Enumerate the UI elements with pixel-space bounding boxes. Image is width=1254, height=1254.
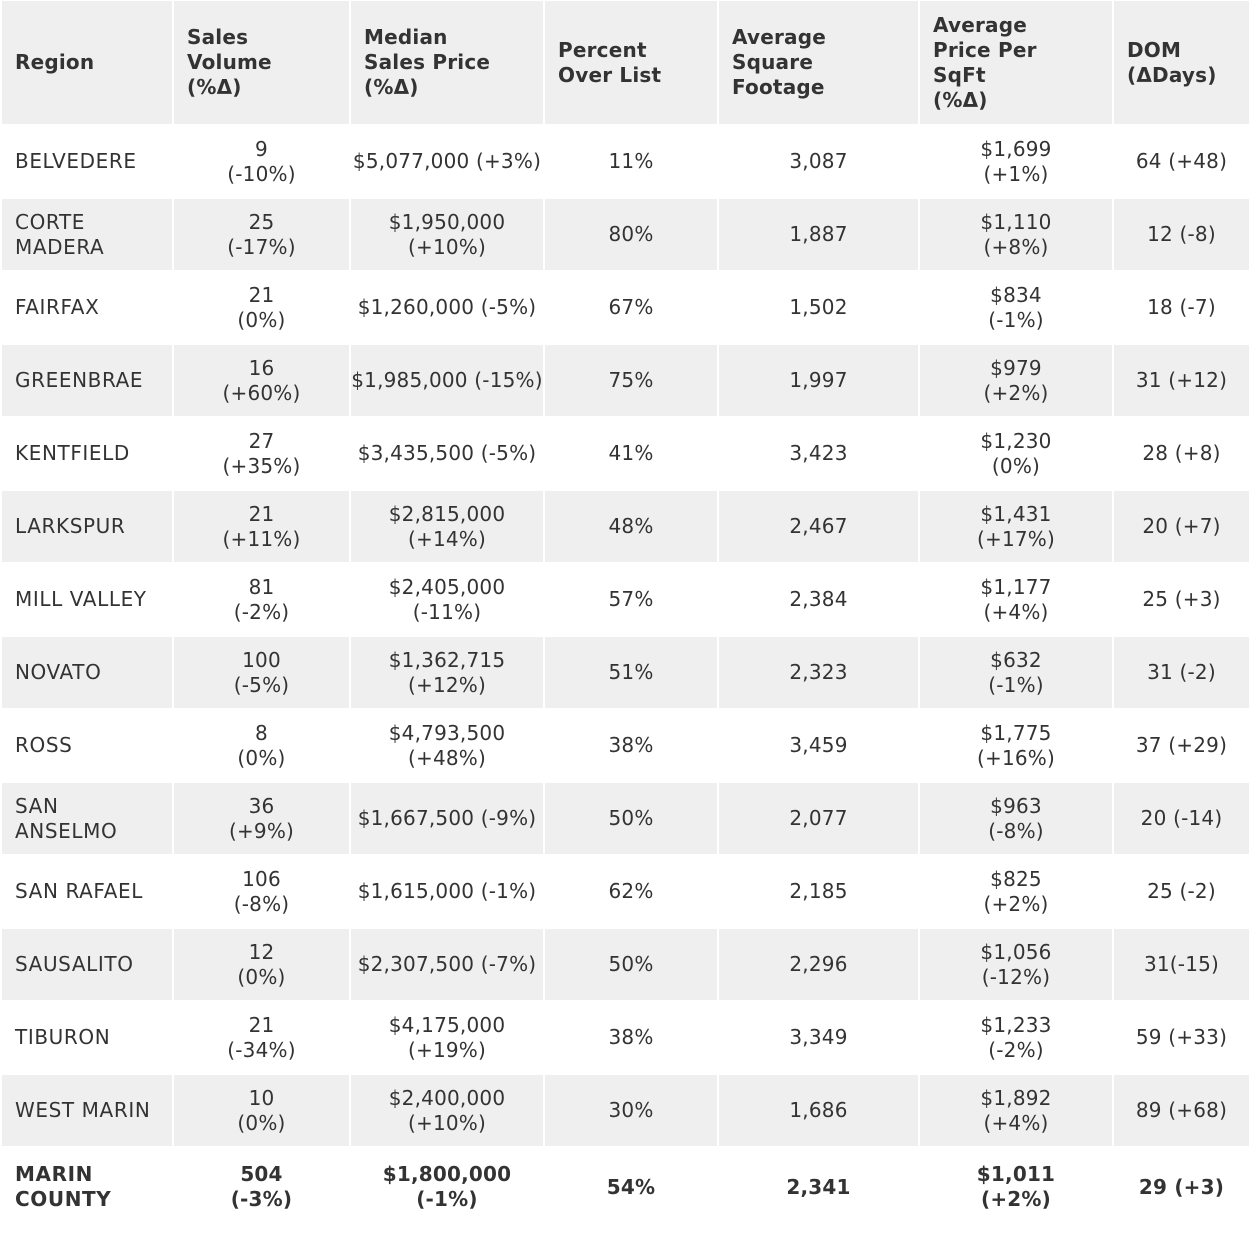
price-per-sqft-cell: $1,110 (+8%) [920,199,1112,270]
avg-sqft-cell: 1,887 [719,199,918,270]
avg-sqft-cell: 1,502 [719,272,918,343]
median-price-cell: $5,077,000 (+3%) [351,126,543,197]
region-cell: BELVEDERE [2,126,172,197]
median-price-cell: $1,985,000 (-15%) [351,345,543,416]
median-price-cell: $3,435,500 (-5%) [351,418,543,489]
avg-sqft-cell: 2,185 [719,856,918,927]
region-cell: MARIN COUNTY [2,1148,172,1226]
price-per-sqft-cell: $1,892 (+4%) [920,1075,1112,1146]
price-per-sqft-cell: $834 (-1%) [920,272,1112,343]
sales-volume-cell: 21 (0%) [174,272,349,343]
sales-volume-cell: 8 (0%) [174,710,349,781]
table-row [2,345,1249,416]
percent-over-list-cell: 57% [545,564,717,635]
percent-over-list-cell: 50% [545,783,717,854]
sales-volume-cell: 106 (-8%) [174,856,349,927]
price-per-sqft-cell: $1,431 (+17%) [920,491,1112,562]
sales-volume-cell: 21 (-34%) [174,1002,349,1073]
avg-sqft-cell: 2,341 [719,1148,918,1226]
dom-cell: 89 (+68) [1114,1075,1249,1146]
avg-sqft-cell: 2,296 [719,929,918,1000]
sales-volume-cell: 100 (-5%) [174,637,349,708]
table-row [2,783,1249,854]
dom-cell: 12 (-8) [1114,199,1249,270]
dom-cell: 25 (+3) [1114,564,1249,635]
median-price-cell: $2,400,000 (+10%) [351,1075,543,1146]
avg-sqft-cell: 2,323 [719,637,918,708]
median-price-cell: $1,667,500 (-9%) [351,783,543,854]
median-price-cell: $2,405,000 (-11%) [351,564,543,635]
header-region: Region [2,1,172,124]
region-cell: LARKSPUR [2,491,172,562]
table-row [2,929,1249,1000]
dom-cell: 37 (+29) [1114,710,1249,781]
header-median-sales-price: Median Sales Price (%Δ) [351,1,543,124]
table-row [2,272,1249,343]
region-cell: KENTFIELD [2,418,172,489]
dom-cell: 31 (-2) [1114,637,1249,708]
dom-cell: 25 (-2) [1114,856,1249,927]
price-per-sqft-cell: $979 (+2%) [920,345,1112,416]
table-row [2,710,1249,781]
avg-sqft-cell: 3,349 [719,1002,918,1073]
dom-cell: 29 (+3) [1114,1148,1249,1226]
median-price-cell: $2,815,000 (+14%) [351,491,543,562]
percent-over-list-cell: 54% [545,1148,717,1226]
table-row [2,856,1249,927]
percent-over-list-cell: 75% [545,345,717,416]
median-price-cell: $4,793,500 (+48%) [351,710,543,781]
sales-volume-cell: 12 (0%) [174,929,349,1000]
dom-cell: 64 (+48) [1114,126,1249,197]
median-price-cell: $2,307,500 (-7%) [351,929,543,1000]
dom-cell: 28 (+8) [1114,418,1249,489]
dom-cell: 59 (+33) [1114,1002,1249,1073]
region-cell: GREENBRAE [2,345,172,416]
avg-sqft-cell: 1,686 [719,1075,918,1146]
median-price-cell: $1,950,000 (+10%) [351,199,543,270]
percent-over-list-cell: 50% [545,929,717,1000]
price-per-sqft-cell: $1,011 (+2%) [920,1148,1112,1226]
median-price-cell: $1,800,000 (-1%) [351,1148,543,1226]
sales-volume-cell: 27 (+35%) [174,418,349,489]
region-cell: ROSS [2,710,172,781]
dom-cell: 31(-15) [1114,929,1249,1000]
sales-volume-cell: 16 (+60%) [174,345,349,416]
median-price-cell: $1,615,000 (-1%) [351,856,543,927]
sales-volume-cell: 21 (+11%) [174,491,349,562]
percent-over-list-cell: 38% [545,1002,717,1073]
median-price-cell: $4,175,000 (+19%) [351,1002,543,1073]
dom-cell: 20 (+7) [1114,491,1249,562]
region-cell: WEST MARIN [2,1075,172,1146]
percent-over-list-cell: 41% [545,418,717,489]
sales-volume-cell: 504 (-3%) [174,1148,349,1226]
region-cell: SAUSALITO [2,929,172,1000]
price-per-sqft-cell: $1,699 (+1%) [920,126,1112,197]
table-row [2,1075,1249,1146]
percent-over-list-cell: 38% [545,710,717,781]
region-cell: CORTE MADERA [2,199,172,270]
sales-volume-cell: 25 (-17%) [174,199,349,270]
region-cell: MILL VALLEY [2,564,172,635]
percent-over-list-cell: 62% [545,856,717,927]
price-per-sqft-cell: $1,775 (+16%) [920,710,1112,781]
percent-over-list-cell: 80% [545,199,717,270]
table-row [2,199,1249,270]
sales-volume-cell: 81 (-2%) [174,564,349,635]
region-cell: NOVATO [2,637,172,708]
table-row [2,491,1249,562]
header-row [2,1,1249,124]
avg-sqft-cell: 1,997 [719,345,918,416]
table-row [2,126,1249,197]
total-row [2,1148,1249,1226]
avg-sqft-cell: 3,087 [719,126,918,197]
price-per-sqft-cell: $1,056 (-12%) [920,929,1112,1000]
dom-cell: 31 (+12) [1114,345,1249,416]
header-percent-over-list: Percent Over List [545,1,717,124]
region-cell: SAN RAFAEL [2,856,172,927]
header-dom: DOM (ΔDays) [1114,1,1249,124]
region-cell: TIBURON [2,1002,172,1073]
header-sales-volume: Sales Volume (%Δ) [174,1,349,124]
region-cell: SAN ANSELMO [2,783,172,854]
price-per-sqft-cell: $1,230 (0%) [920,418,1112,489]
price-per-sqft-cell: $1,233 (-2%) [920,1002,1112,1073]
sales-volume-cell: 9 (-10%) [174,126,349,197]
sales-volume-cell: 10 (0%) [174,1075,349,1146]
median-price-cell: $1,260,000 (-5%) [351,272,543,343]
median-price-cell: $1,362,715 (+12%) [351,637,543,708]
header-average-price-per-sqft: Average Price Per SqFt (%Δ) [920,1,1112,124]
avg-sqft-cell: 3,459 [719,710,918,781]
percent-over-list-cell: 48% [545,491,717,562]
price-per-sqft-cell: $963 (-8%) [920,783,1112,854]
avg-sqft-cell: 2,384 [719,564,918,635]
price-per-sqft-cell: $632 (-1%) [920,637,1112,708]
dom-cell: 18 (-7) [1114,272,1249,343]
percent-over-list-cell: 51% [545,637,717,708]
avg-sqft-cell: 3,423 [719,418,918,489]
region-cell: FAIRFAX [2,272,172,343]
table-row [2,418,1249,489]
percent-over-list-cell: 30% [545,1075,717,1146]
percent-over-list-cell: 11% [545,126,717,197]
avg-sqft-cell: 2,467 [719,491,918,562]
price-per-sqft-cell: $825 (+2%) [920,856,1112,927]
table-row [2,637,1249,708]
header-average-square-footage: Average Square Footage [719,1,918,124]
avg-sqft-cell: 2,077 [719,783,918,854]
table-row [2,564,1249,635]
table-row [2,1002,1249,1073]
percent-over-list-cell: 67% [545,272,717,343]
sales-volume-cell: 36 (+9%) [174,783,349,854]
price-per-sqft-cell: $1,177 (+4%) [920,564,1112,635]
dom-cell: 20 (-14) [1114,783,1249,854]
